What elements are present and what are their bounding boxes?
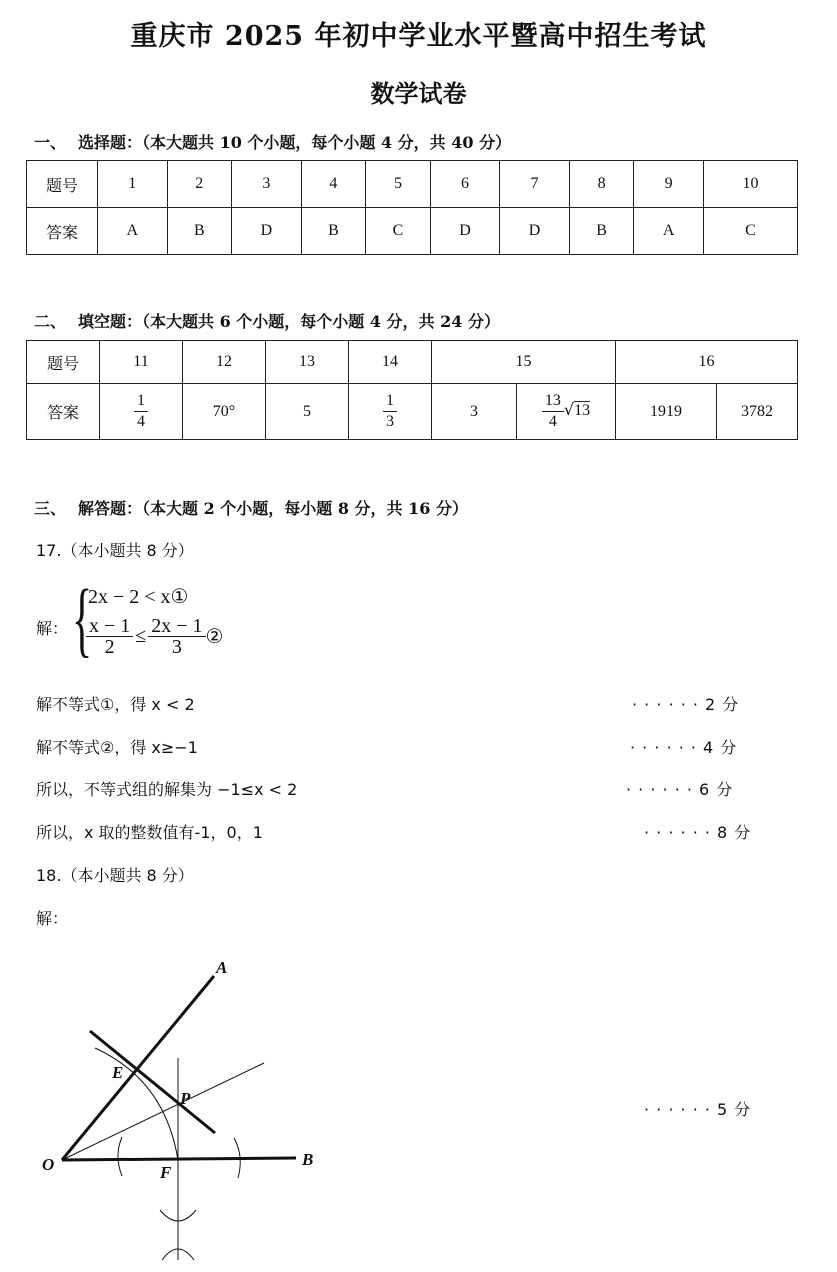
q17-header: 17.（本小题共 8 分）	[36, 541, 194, 560]
answer-cell-12: 70°	[183, 384, 266, 440]
leq-sign: ≤	[135, 625, 147, 647]
answer-cell-11	[100, 384, 183, 440]
row-label-answer: 答案	[27, 384, 100, 440]
fraction	[134, 391, 148, 432]
q17-step-3-points: · · · · · · 6 分	[626, 780, 734, 799]
answer-cell-15a: 3	[432, 384, 517, 440]
question-number: 3	[232, 161, 302, 208]
question-number: 2	[167, 161, 232, 208]
row-label-answer: 答案	[27, 208, 98, 255]
answer-cell: C	[703, 208, 797, 255]
label-A: A	[216, 958, 228, 977]
section1-title: 选择题：（本大题共 10 个小题，每个小题 4 分，共 40 分）	[78, 133, 512, 152]
question-number: 6	[430, 161, 500, 208]
fraction-denominator: 4	[548, 413, 557, 430]
question-number: 5	[366, 161, 431, 208]
q18-points: · · · · · · 5 分	[644, 1100, 752, 1119]
q18-jie: 解：	[36, 909, 69, 928]
section1-heading	[34, 130, 511, 153]
answer-cell: B	[569, 208, 634, 255]
sqrt-icon: √	[563, 400, 575, 420]
question-number: 15	[432, 341, 616, 384]
ray-OA	[62, 976, 214, 1160]
sqrt-radicand: 13	[574, 402, 591, 420]
label-B: B	[302, 1150, 314, 1169]
fraction-denominator: 3	[386, 413, 394, 430]
q17-step-2: 解不等式②，得 x≥−1	[36, 738, 198, 757]
q17-step-3: 所以，不等式组的解集为 −1≤x < 2	[36, 780, 298, 799]
label-E: E	[112, 1063, 124, 1082]
inequality-1: 2x − 2 < x①	[88, 586, 189, 608]
fraction-numerator: x − 1	[86, 616, 133, 637]
construction-figure	[0, 940, 360, 1270]
exam-title: 重庆市 2025 年初中学业水平暨高中招生考试	[130, 21, 707, 52]
q17-step-4-points: · · · · · · 8 分	[644, 823, 752, 842]
question-number: 11	[100, 341, 183, 384]
question-number: 7	[500, 161, 570, 208]
brace-icon: {	[72, 573, 93, 666]
answer-cell-16a: 1919	[616, 384, 717, 440]
q17-step-1-points: · · · · · · 2 分	[632, 695, 740, 714]
answer-cell: B	[301, 208, 366, 255]
row-label-number: 题号	[27, 161, 98, 208]
label-F: F	[160, 1163, 172, 1182]
question-number: 4	[301, 161, 366, 208]
answer-cell-16b: 3782	[717, 384, 798, 440]
q17-step-2-points: · · · · · · 4 分	[630, 738, 738, 757]
perpendicular-line	[90, 1031, 215, 1133]
fraction-denominator: 4	[137, 413, 145, 430]
section3-title: 解答题：（本大题 2 个小题，每小题 8 分，共 16 分）	[78, 499, 468, 518]
question-number: 16	[616, 341, 798, 384]
question-number: 13	[266, 341, 349, 384]
arc-left	[118, 1137, 122, 1176]
paper-subtitle: 数学试卷	[370, 79, 467, 108]
section2-title: 填空题：（本大题共 6 个小题，每个小题 4 分，共 24 分）	[78, 312, 500, 331]
q17-step-4: 所以，x 取的整数值有-1，0，1	[36, 823, 263, 842]
section1-number: 一、	[34, 133, 67, 152]
label-P: P	[180, 1089, 191, 1108]
fraction-denominator: 3	[171, 636, 182, 658]
answer-cell: D	[430, 208, 500, 255]
answer-cell: A	[634, 208, 704, 255]
section2-heading	[34, 309, 500, 332]
question-number: 9	[634, 161, 704, 208]
section3-heading	[34, 496, 468, 519]
label-O: O	[42, 1155, 55, 1174]
fill-answer-table	[26, 340, 798, 440]
question-number: 1	[98, 161, 168, 208]
question-number: 14	[349, 341, 432, 384]
ray-OB	[62, 1158, 296, 1160]
answer-cell-14	[349, 384, 432, 440]
fraction	[542, 391, 564, 432]
fraction-numerator: 13	[542, 391, 564, 412]
answer-cell: C	[366, 208, 431, 255]
q18-header: 18.（本小题共 8 分）	[36, 866, 194, 885]
answer-cell-13: 5	[266, 384, 349, 440]
fraction	[383, 391, 397, 432]
fraction-numerator: 1	[383, 391, 397, 412]
table-row	[27, 161, 798, 208]
answer-cell: A	[98, 208, 168, 255]
table-row	[27, 341, 798, 384]
question-number: 10	[703, 161, 797, 208]
table-row	[27, 384, 798, 440]
inequality-2	[86, 616, 223, 657]
table-row	[27, 208, 798, 255]
question-number: 12	[183, 341, 266, 384]
fraction-denominator: 2	[104, 636, 115, 658]
section2-number: 二、	[34, 312, 67, 331]
answer-cell: D	[232, 208, 302, 255]
row-label-number: 题号	[27, 341, 100, 384]
fraction	[86, 616, 133, 657]
q17-step-1: 解不等式①，得 x < 2	[36, 695, 195, 714]
choice-answer-table	[26, 160, 798, 255]
answer-cell: D	[500, 208, 570, 255]
fraction	[148, 616, 205, 657]
circled-two: ②	[205, 626, 224, 648]
question-number: 8	[569, 161, 634, 208]
answer-cell-15b	[517, 384, 616, 440]
q17-jie: 解：	[36, 619, 69, 638]
figure-lines	[62, 976, 296, 1260]
fraction-numerator: 1	[134, 391, 148, 412]
fraction-numerator: 2x − 1	[148, 616, 205, 637]
section3-number: 三、	[34, 499, 67, 518]
answer-cell: B	[167, 208, 232, 255]
